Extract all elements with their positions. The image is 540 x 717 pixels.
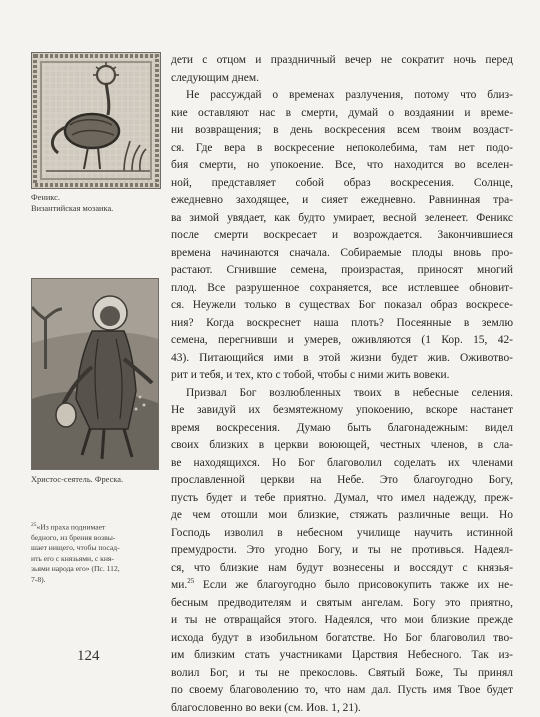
footnote-line: шает нищего, чтобы посад- [31, 543, 161, 553]
footnote [31, 520, 161, 585]
text-line: Не завидуй их безмятежному упокоению, вскоре настанет [171, 402, 513, 420]
mosaic-caption [31, 192, 161, 214]
text-line: после смерти воскресает и возрождается. Закончившиеся [171, 227, 513, 245]
text-line: следующим днем. [171, 70, 513, 88]
footnote-line: ить его с князьями, с кня- [31, 554, 161, 564]
mosaic-caption-subtitle: Византийская мозаика. [31, 203, 161, 214]
footnote-line: зьями народа его» (Пс. 112, [31, 564, 161, 574]
text-fragment: Если же благоугодно было присовокупить также их не- [194, 579, 513, 591]
text-fragment [171, 579, 513, 591]
text-line: бесным предводителям и святым ангелам. Богу это приятно, [171, 595, 513, 613]
text-line: ся. Где вера в воскресение непоколебима, там нет подо- [171, 140, 513, 158]
text-line: премудрости. Это угодно Богу, и ты не противься. Надеял- [171, 542, 513, 560]
mosaic-caption-title: Феникс. [31, 192, 161, 203]
text-line: и ты не отвращайся этого. Надеялся, что мои близкие прежде [171, 612, 513, 630]
text-line: Не рассуждай о временах разлучения, потому что близ- [171, 87, 513, 105]
text-line: ся. Неужели только в существах Бог показал образ воскресе- [171, 297, 513, 315]
text-line: прославленной церкви на Небе. Это благоугодно Богу, [171, 472, 513, 490]
text-line: время воскресения. Думаю быть благонадежным: видел [171, 420, 513, 438]
text-line: Призвал Бог возлюбленных твоих в небесные селения. [171, 385, 513, 403]
text-line: рит и тебя, и тех, кто с тобой, чтобы с ними жить вовеки. [171, 367, 513, 385]
phoenix-mosaic-illustration [32, 53, 160, 188]
text-line: волил Бог, и ты не прекословь. Святый Боже, Ты принял [171, 665, 513, 683]
text-line: семена, перегнивши и умерев, оживляются (1 Кор. 15, 42- [171, 332, 513, 350]
text-line: благословенно во веки (см. Иов. 1, 21). [171, 700, 513, 717]
text-line [171, 577, 513, 595]
text-line: времена начинаются сначала. Собираемые плоды вновь про- [171, 245, 513, 263]
text-line [171, 560, 513, 578]
text-line: ве находящихся. Но Бог благоволил соделать их членами [171, 455, 513, 473]
text-line: ва зимой увядает, как будто умирает, весной зеленеет. Феникс [171, 210, 513, 228]
text-line: исхода будут в изобильном богатстве. Но Бог благоволил тво- [171, 630, 513, 648]
footnote-line: «Из праха поднимает [37, 523, 106, 532]
page-number: 124 [77, 648, 100, 665]
text-line: ни возвращения; в день воскресения всем твоим воздаст- [171, 122, 513, 140]
text-line: своих близких в церкви воюющей, честных членов, в сла- [171, 437, 513, 455]
main-text [171, 52, 513, 717]
text-line: ежедневно заходящее, и сияет ежедневно. Равнинная тра- [171, 192, 513, 210]
text-line: ной, представляет собой образ воскресения. Солнце, [171, 175, 513, 193]
fresco-caption: Христос-сеятель. Фреска. [31, 474, 161, 485]
text-line: пусть будет и тебе приятно. Думал, что имел надежду, преж- [171, 490, 513, 508]
footnote-line: бедного, из брения возвы- [31, 533, 161, 543]
footnote-marker: 25 [31, 522, 37, 528]
text-fragment: ся, что близкие нам будут вознесены и воссядут с князья- [171, 562, 513, 574]
text-line: Господь изволил в небесном училище научить истинной [171, 525, 513, 543]
footnote-reference[interactable]: 25 [187, 577, 194, 585]
text-line: 43). Питающийся ими в этой жизни будет жив. Оживотво- [171, 350, 513, 368]
text-fragment: ми. [171, 579, 187, 591]
text-line: по своему благоволению то, что нам дал. Пусть имя Твое будет [171, 682, 513, 700]
text-line: дети с отцом и праздничный вечер не сократит ночь перед [171, 52, 513, 70]
text-line: бия смерти, но упокоение. Все, что находится во вселен- [171, 157, 513, 175]
christ-sower-fresco-illustration [32, 279, 158, 469]
phoenix-mosaic-image [31, 52, 161, 189]
text-line: растают. Сгнившие семена, произрастая, приносят многий [171, 262, 513, 280]
footnote-line: 7-8). [31, 575, 161, 585]
text-line: ния? Когда воскреснет наша плоть? Посеянные в землю [171, 315, 513, 333]
text-line: де чем отошли мои близкие, стяжать различные вещи. Но [171, 507, 513, 525]
christ-sower-fresco-image [31, 278, 159, 470]
text-line: плод. Все разрушенное сохраняется, все истлевшее обновит- [171, 280, 513, 298]
text-line: им близким стать участниками Царствия Небесного. Так из- [171, 647, 513, 665]
text-line: кие оставляют нас в смерти, думай о воздаянии и време- [171, 105, 513, 123]
